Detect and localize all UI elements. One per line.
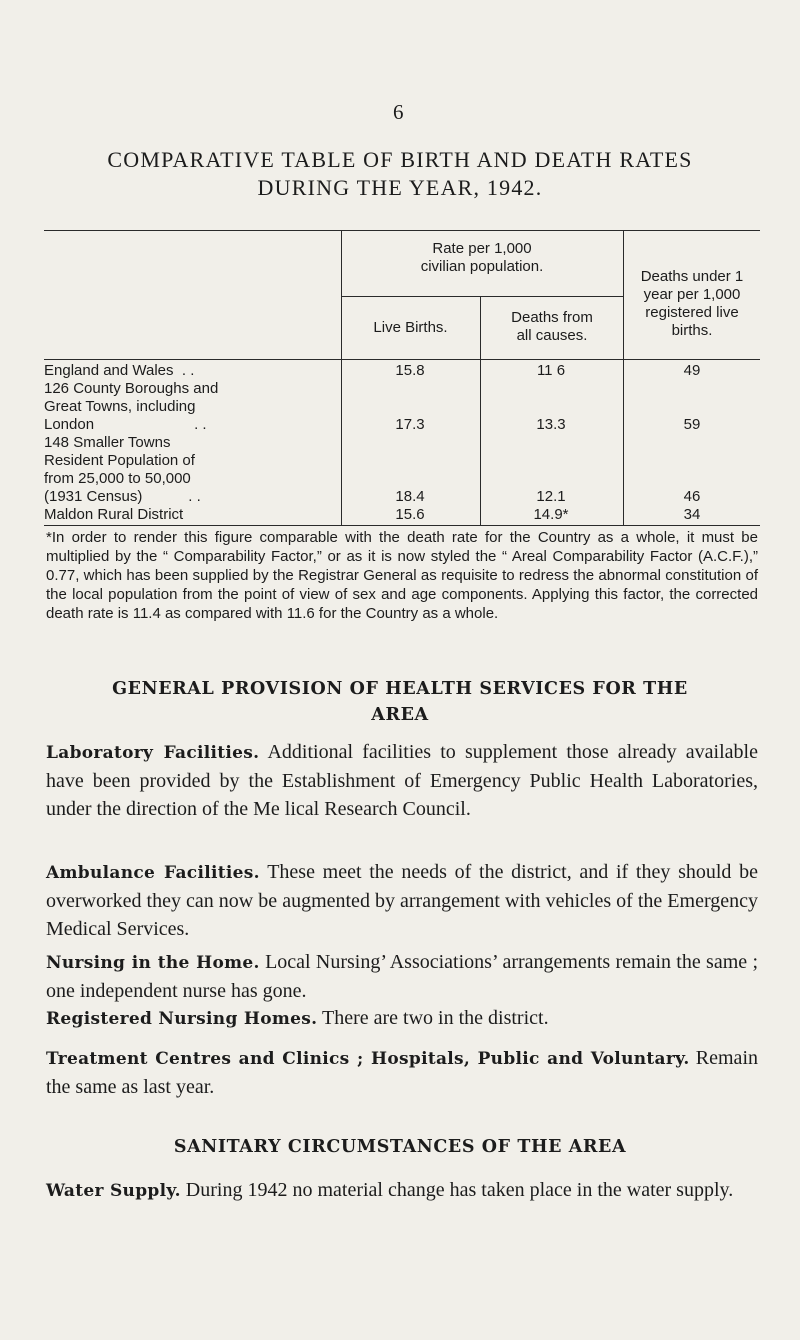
sanitary-heading: SANITARY CIRCUMSTANCES OF THE AREA xyxy=(173,1137,627,1157)
table-row-label: Maldon Rural District xyxy=(44,506,184,523)
page-subtitle: DURING THE YEAR, 1942. xyxy=(257,175,543,200)
laboratory-text: Additional facilities to supplement those already available have been provided by the Establishment of Emergency Public Health Laboratories, under the direction of the Me lical Research Council. xyxy=(46,741,758,820)
rates-table xyxy=(44,230,760,526)
footnote: *In order to render this figure comparable with the death rate for the Country as a whole, it must be multiplied by the “ Comparability Factor,” or as it is now styled the “ Areal Comparability Factor (A.C.F.),” 0.77, which has been supplied by the Registrar General as requisite to redress the abnormal constitution of the local population from the point of view of sex and age components. Applying this factor, the corrected death rate is 11.4 as compared with 11.6 for the Country as a whole. xyxy=(46,529,758,622)
water-supply-paragraph xyxy=(46,1176,758,1205)
nursing-paragraph xyxy=(46,948,758,1005)
laboratory-lead: Laboratory Facilities. xyxy=(46,743,260,763)
table-cell: 17.3 xyxy=(395,416,425,433)
table-bottom-rule xyxy=(44,525,760,526)
water-supply-lead: Water Supply. xyxy=(46,1181,181,1201)
table-top-rule xyxy=(44,230,760,231)
ambulance-text: These meet the needs of the district, and if they should be overworked they can now be augmented by arrangement with vehicles of the Emergency Medical Services. xyxy=(46,861,758,940)
treatment-paragraph xyxy=(46,1044,758,1101)
nursing-lead: Nursing in the Home. xyxy=(46,953,260,973)
table-row-label: England and Wales . . xyxy=(44,362,195,379)
water-supply-text: During 1942 no material change has taken place in the water supply. xyxy=(180,1179,734,1201)
page-title: COMPARATIVE TABLE OF BIRTH AND DEATH RATES xyxy=(107,147,693,172)
ambulance-lead: Ambulance Facilities. xyxy=(46,863,260,883)
nursing-text: Local Nursing’ Associations’ arrangements remain the same ; one independent nurse has gone. xyxy=(46,951,758,1002)
registered-nursing-text: There are two in the district. xyxy=(317,1007,549,1029)
general-provision-heading: GENERAL PROVISION OF HEALTH SERVICES FOR THE AREA xyxy=(112,679,688,725)
ambulance-paragraph xyxy=(46,858,758,943)
registered-nursing-lead: Registered Nursing Homes. xyxy=(46,1009,318,1029)
page-number: 6 xyxy=(393,100,404,124)
table-cell: 15.8 xyxy=(395,362,425,379)
table-row-label: 148 Smaller Towns Resident Population of from 25,000 to 50,000 (1931 Census) . . xyxy=(44,434,201,505)
table-cell: 46 xyxy=(683,488,701,505)
registered-nursing-paragraph xyxy=(46,1004,758,1033)
table-cell: 18.4 xyxy=(395,488,425,505)
table-cell: 11 6 xyxy=(536,362,566,379)
table-cell: 12.1 xyxy=(536,488,566,505)
header-infant-deaths: Deaths under 1 year per 1,000 registered live births. xyxy=(640,268,744,339)
header-deaths-all-causes: Deaths from all causes. xyxy=(511,309,593,344)
table-group-rule xyxy=(341,296,623,297)
header-live-births: Live Births. xyxy=(373,319,448,336)
treatment-text: Remain the same as last year. xyxy=(46,1047,758,1098)
table-header-rule xyxy=(44,359,760,360)
table-cell: 14.9* xyxy=(533,506,569,523)
table-cell: 49 xyxy=(683,362,701,379)
table-cell: 34 xyxy=(683,506,701,523)
laboratory-paragraph xyxy=(46,738,758,823)
table-cell: 15.6 xyxy=(395,506,425,523)
table-cell: 13.3 xyxy=(536,416,566,433)
treatment-lead: Treatment Centres and Clinics ; Hospitals, Public and Voluntary. xyxy=(46,1049,690,1069)
table-row-label: 126 County Boroughs and Great Towns, including London . . xyxy=(44,380,219,433)
table-cell: 59 xyxy=(683,416,701,433)
group-header: Rate per 1,000 civilian population. xyxy=(420,240,544,275)
